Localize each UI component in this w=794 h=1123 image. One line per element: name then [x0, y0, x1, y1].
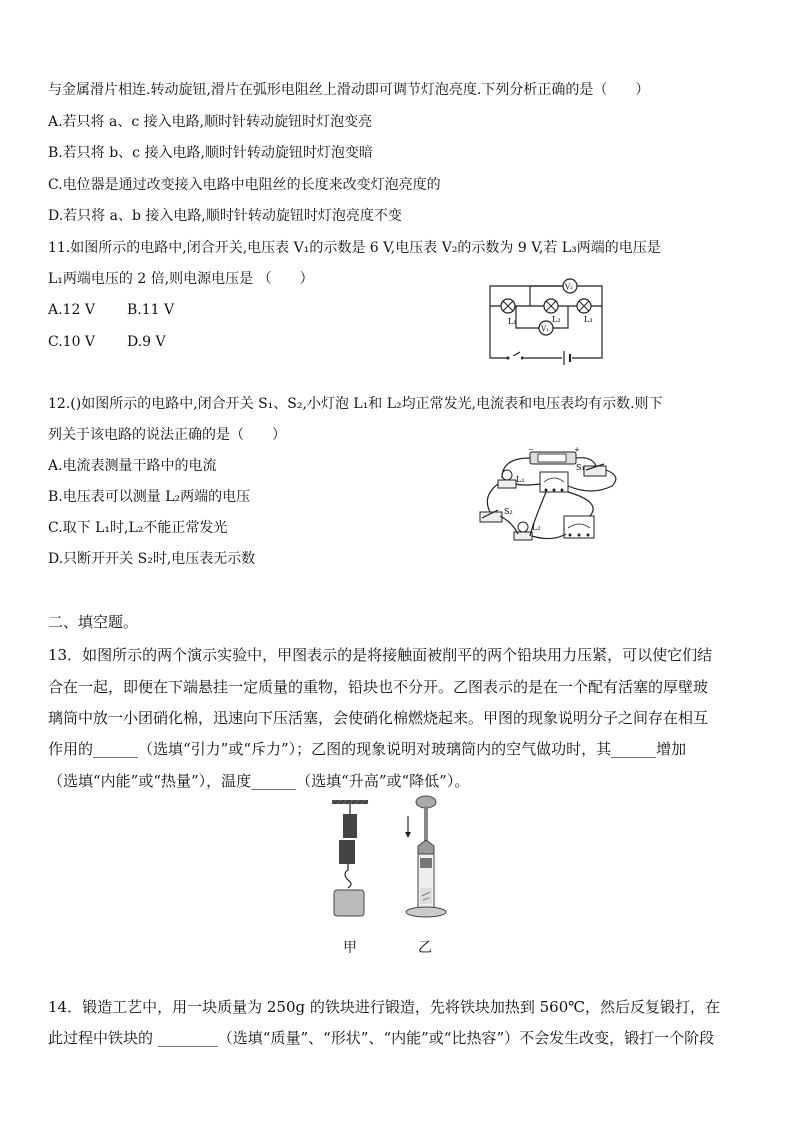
q10-option-a: A.若只将 a、c 接入电路,顺时针转动旋钮时灯泡变亮	[48, 114, 373, 130]
caption-yi: 乙	[418, 940, 432, 956]
q13-stem-line-2: 合在一起，即便在下端悬挂一定质量的重物，铅块也不分开。乙图表示的是在一个配有活塞的厚壁玻	[48, 678, 709, 696]
lamp-icon	[501, 299, 515, 313]
fig-label-v2: V₂	[565, 283, 573, 291]
q12-option-b: B.电压表可以测量 L₂两端的电压	[48, 489, 251, 505]
fig-label-l3: L₃	[584, 315, 593, 324]
lamp-icon	[544, 299, 558, 313]
q11-circuit-diagram	[486, 276, 606, 360]
q12-stem-line-2: 列关于该电路的说法正确的是（ ）	[48, 427, 286, 443]
q13-stem-line-3: 璃筒中放一小团硝化棉，迅速向下压活塞，会使硝化棉燃烧起来。甲图的现象说明分子之间存在相互	[48, 709, 709, 727]
svg-text:−: −	[528, 446, 534, 454]
q12-stem-line-1: 12.()如图所示的电路中,闭合开关 S₁、S₂,小灯泡 L₁和 L₂均正常发光,电流表和电压表均有示数.则下	[48, 396, 663, 412]
q11-stem-line-1: 11.如图所示的电路中,闭合开关,电压表 V₁的示数是 6 V,电压表 V₂的示数为 9 V,若 L₃两端的电压是	[48, 240, 661, 256]
q13-stem-line-4: 作用的______（选填“引力”或“斥力”）；乙图的现象说明对玻璃筒内的空气做功时，其______增加	[48, 740, 687, 758]
section-title: 二、填空题。	[48, 613, 139, 631]
q11-option-c: C.10 V	[48, 334, 96, 350]
lamp-icon	[577, 299, 591, 313]
q10-stem-line: 与金属滑片相连.转动旋钮,滑片在弧形电阻丝上滑动即可调节灯泡亮度.下列分析正确的是（ ）	[48, 82, 650, 98]
caption-jia: 甲	[343, 940, 357, 956]
q14-stem-line-2: 此过程中铁块的 ________（选填“质量”、“形状”、“内能”或“比热容”）不会发生改变，锻打一个阶段	[48, 1029, 715, 1047]
fig-label-l1: L₁	[516, 475, 525, 484]
q12-option-d: D.只断开开关 S₂时,电压表无示数	[48, 551, 256, 567]
q10-option-c: C.电位器是通过改变接入电路中电阻丝的长度来改变灯泡亮度的	[48, 177, 441, 193]
svg-text:+: +	[574, 446, 580, 454]
fig-label-s2: S₂	[504, 507, 513, 516]
q11-option-b: B.11 V	[127, 302, 175, 318]
lead-blocks-figure	[328, 800, 372, 918]
q10-option-b: B.若只将 b、c 接入电路,顺时针转动旋钮时灯泡变暗	[48, 145, 373, 161]
piston-cylinder-figure	[396, 796, 450, 924]
q12-circuit-photo	[472, 446, 632, 556]
q14-stem-line-1: 14．锻造工艺中，用一块质量为 250g 的铁块进行锻造，先将铁块加热到 560℃，然后反复锻打，在	[48, 998, 721, 1016]
fig-label-l1: L₁	[508, 317, 517, 326]
q10-option-d: D.若只将 a、b 接入电路,顺时针转动旋钮时灯泡亮度不变	[48, 208, 402, 224]
fig-label-s1: S₁	[576, 463, 585, 472]
q13-stem-line-5: （选填“内能”或“热量”），温度______（选填“升高”或“降低”）。	[48, 772, 470, 790]
q11-stem-line-2: L₁两端电压的 2 倍,则电源电压是 （ ）	[48, 271, 314, 287]
q12-option-c: C.取下 L₁时,L₂不能正常发光	[48, 520, 228, 536]
q11-option-d: D.9 V	[127, 334, 166, 350]
fig-label-l2: L₂	[532, 523, 541, 532]
fig-label-l2: L₂	[552, 315, 561, 324]
q13-stem-line-1: 13．如图所示的两个演示实验中，甲图表示的是将接触面被削平的两个铅块用力压紧，可以使它们结	[48, 646, 713, 664]
q12-option-a: A.电流表测量干路中的电流	[48, 458, 217, 474]
fig-label-v1: V₁	[541, 325, 549, 333]
q11-option-a: A.12 V	[48, 302, 95, 318]
